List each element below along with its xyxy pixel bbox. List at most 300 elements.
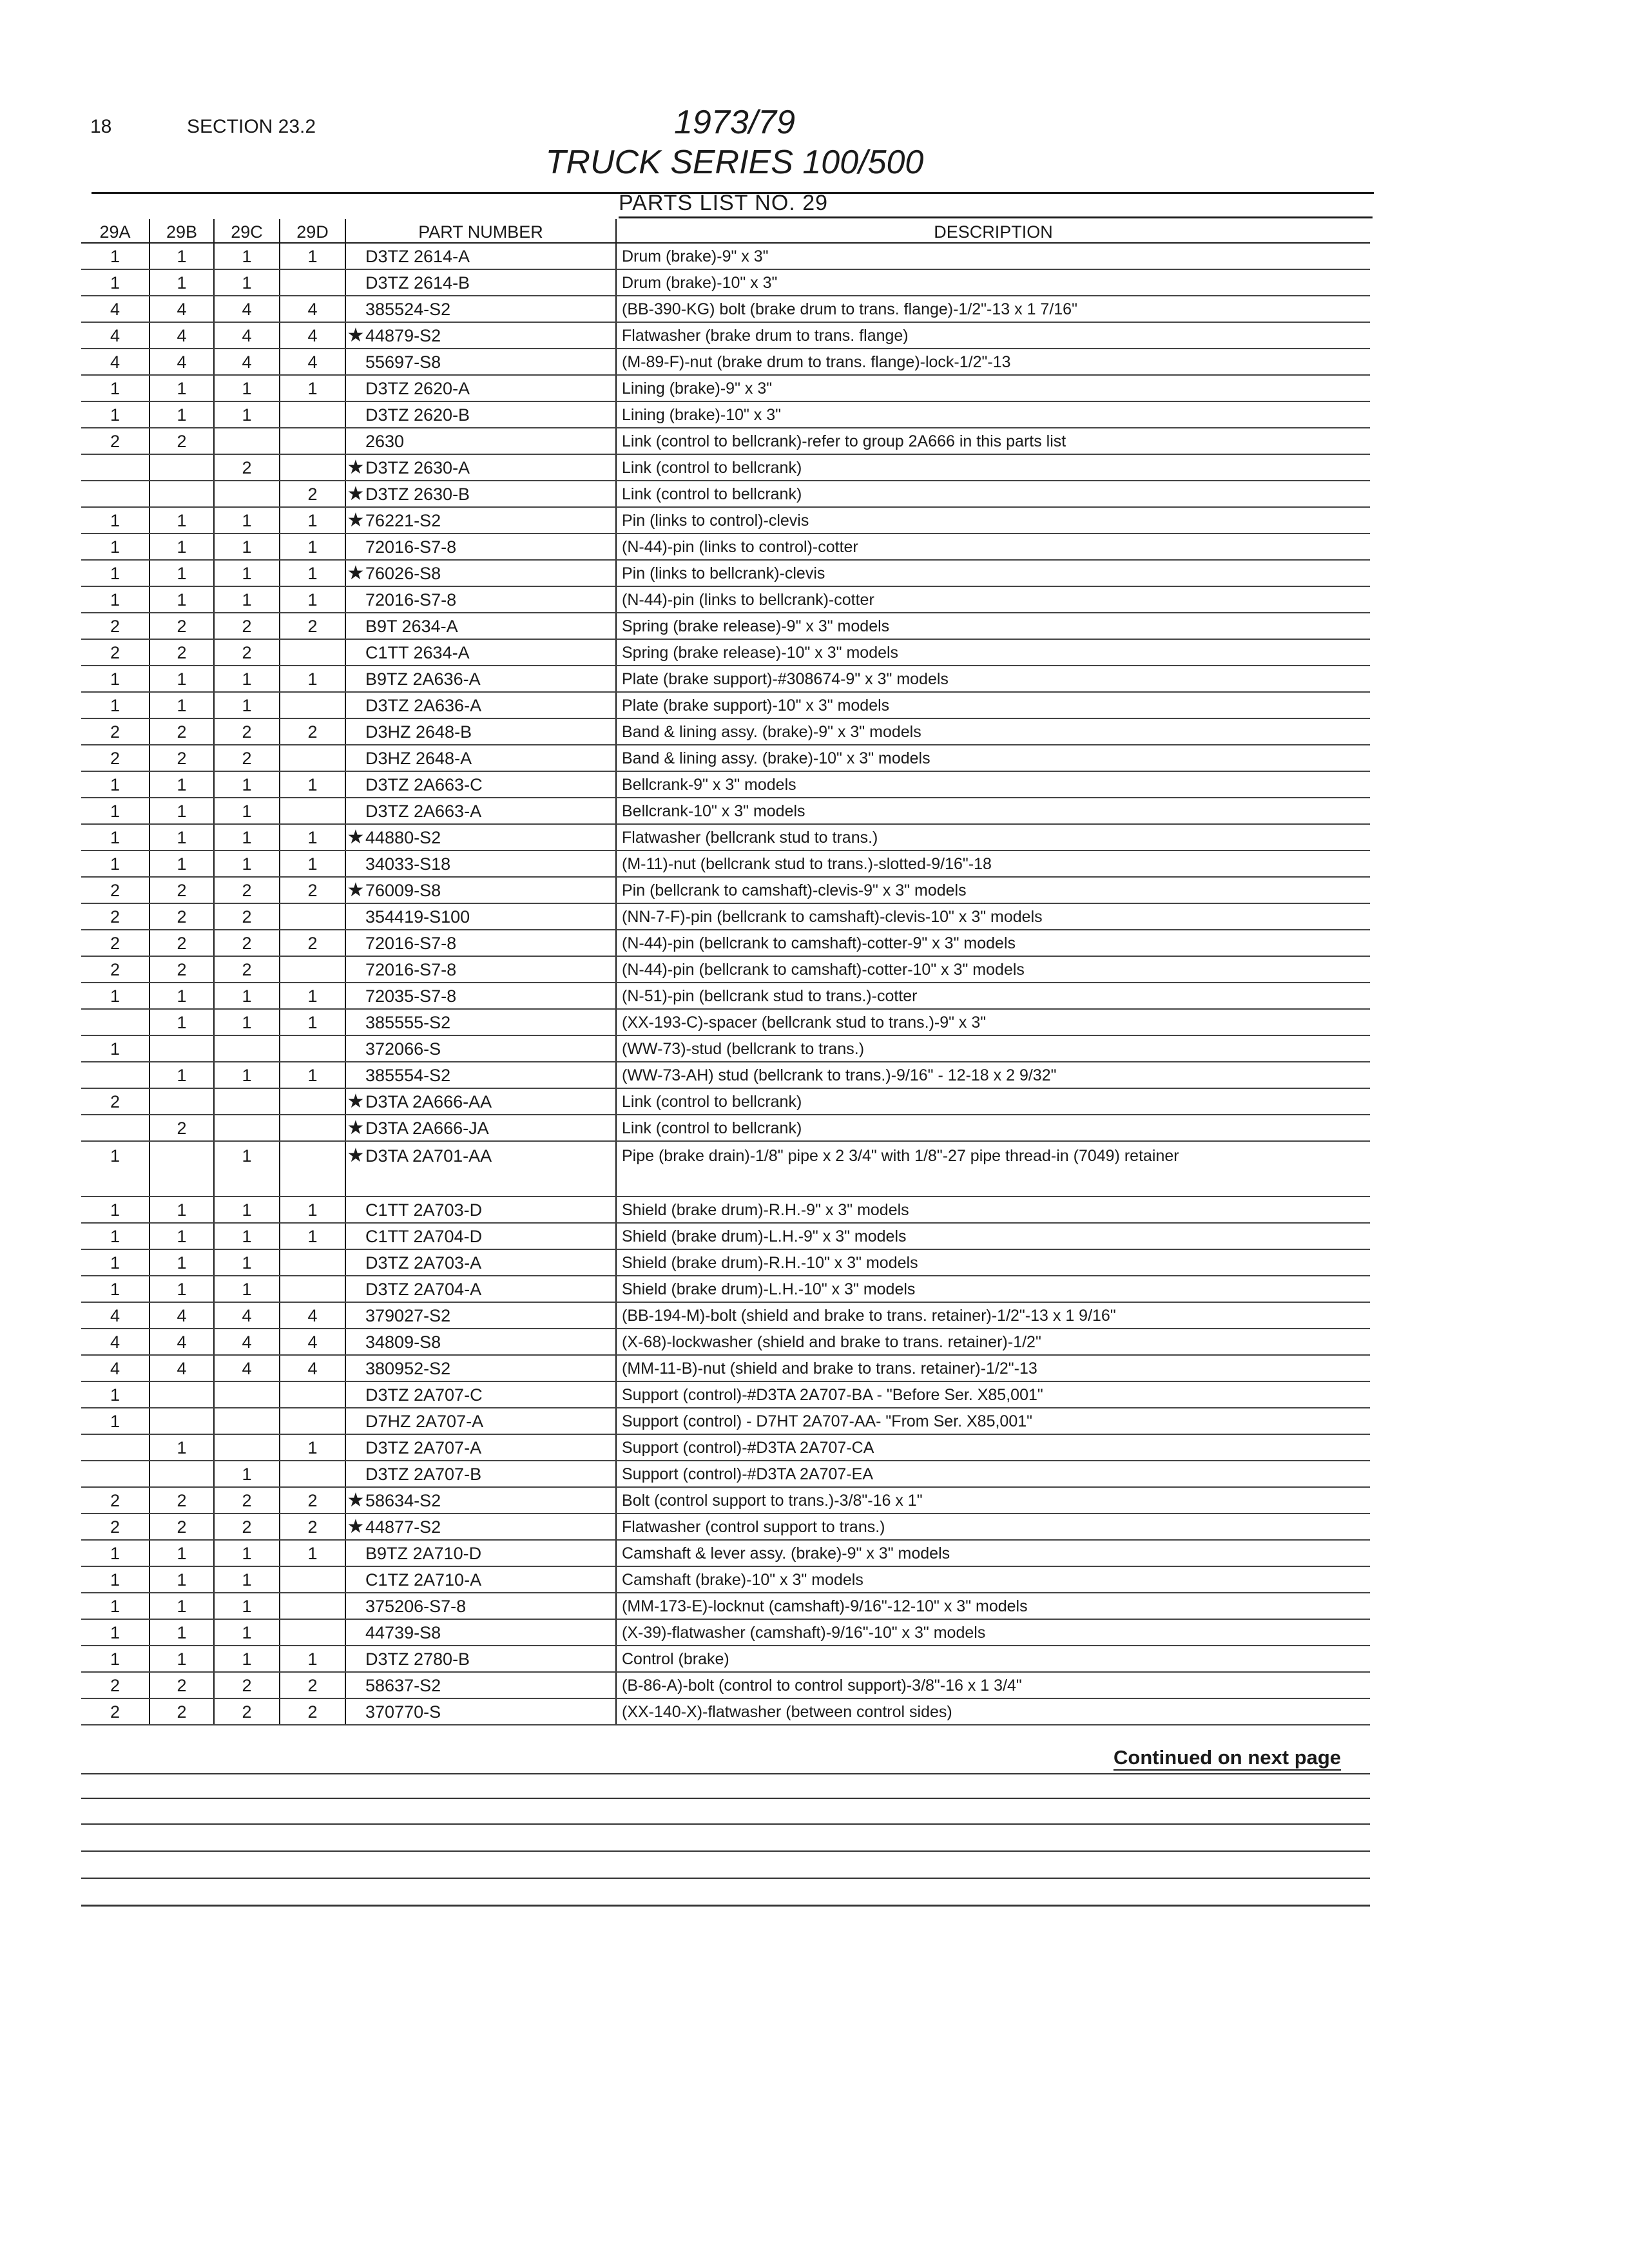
column-header-description: DESCRIPTION	[616, 219, 1370, 243]
quantity-29b-cell: 4	[149, 296, 214, 322]
star-icon: ★	[347, 456, 365, 478]
part-number-cell	[345, 745, 616, 771]
quantity-29c-cell: 4	[214, 1302, 280, 1329]
quantity-29b-cell: 1	[149, 401, 214, 428]
column-header-29c: 29C	[214, 219, 280, 243]
table-row	[81, 1381, 1370, 1408]
part-number-text: 385554-S2	[365, 1065, 451, 1085]
star-icon: ★	[347, 562, 365, 584]
quantity-29b-cell: 1	[149, 824, 214, 850]
quantity-29a-cell: 1	[81, 1381, 149, 1408]
description-cell: Support (control)-#D3TA 2A707-EA	[616, 1461, 1370, 1487]
quantity-29b-cell: 1	[149, 850, 214, 877]
part-number-text: 354419-S100	[365, 907, 470, 927]
table-row	[81, 1276, 1370, 1302]
part-number-text: D3TZ 2620-B	[365, 405, 470, 425]
quantity-29b-cell: 1	[149, 1249, 214, 1276]
part-number-cell	[345, 586, 616, 613]
description-cell: Shield (brake drum)-R.H.-9" x 3" models	[616, 1196, 1370, 1223]
description-cell: Link (control to bellcrank)	[616, 1088, 1370, 1115]
table-row	[81, 666, 1370, 692]
description-cell: (X-39)-flatwasher (camshaft)-9/16"-10" x 3" models	[616, 1619, 1370, 1646]
quantity-29c-cell: 1	[214, 1593, 280, 1619]
description-cell: (N-44)-pin (links to bellcrank)-cotter	[616, 586, 1370, 613]
part-number-text: B9TZ 2A710-D	[365, 1543, 482, 1563]
quantity-29a-cell: 2	[81, 930, 149, 956]
part-number-cell	[345, 1461, 616, 1487]
description-cell: (WW-73)-stud (bellcrank to trans.)	[616, 1035, 1370, 1062]
table-row	[81, 1461, 1370, 1487]
quantity-29b-cell	[149, 1088, 214, 1115]
description-cell: (M-11)-nut (bellcrank stud to trans.)-slotted-9/16"-18	[616, 850, 1370, 877]
star-icon: ★	[347, 826, 365, 848]
quantity-29c-cell: 4	[214, 1329, 280, 1355]
quantity-29b-cell: 2	[149, 1698, 214, 1725]
quantity-29c-cell: 4	[214, 349, 280, 375]
part-number-cell	[345, 1408, 616, 1434]
quantity-29a-cell: 1	[81, 1276, 149, 1302]
quantity-29a-cell: 4	[81, 349, 149, 375]
part-number-text: D3TZ 2A707-C	[365, 1385, 483, 1405]
quantity-29c-cell: 1	[214, 771, 280, 798]
description-cell: Shield (brake drum)-L.H.-9" x 3" models	[616, 1223, 1370, 1249]
quantity-29b-cell: 4	[149, 1302, 214, 1329]
description-cell: (N-44)-pin (bellcrank to camshaft)-cotter-10" x 3" models	[616, 956, 1370, 983]
quantity-29c-cell: 2	[214, 1672, 280, 1698]
part-number-cell	[345, 930, 616, 956]
continued-note: Continued on next page	[1113, 1746, 1341, 1771]
table-row	[81, 613, 1370, 639]
quantity-29a-cell: 1	[81, 1540, 149, 1566]
quantity-29b-cell: 2	[149, 956, 214, 983]
quantity-29a-cell	[81, 481, 149, 507]
quantity-29c-cell: 2	[214, 930, 280, 956]
quantity-29d-cell: 2	[280, 1698, 345, 1725]
column-header-29b: 29B	[149, 219, 214, 243]
quantity-29a-cell	[81, 1009, 149, 1035]
part-number-text: 385524-S2	[365, 299, 451, 319]
quantity-29b-cell	[149, 481, 214, 507]
part-number-cell	[345, 533, 616, 560]
description-cell: Spring (brake release)-10" x 3" models	[616, 639, 1370, 666]
quantity-29c-cell: 1	[214, 1141, 280, 1196]
part-number-text: D3TZ 2A663-A	[365, 801, 482, 821]
description-cell: (XX-193-C)-spacer (bellcrank stud to trans.)-9" x 3"	[616, 1009, 1370, 1035]
table-row	[81, 533, 1370, 560]
table-row	[81, 771, 1370, 798]
footer-line	[81, 1878, 1370, 1879]
quantity-29c-cell: 2	[214, 613, 280, 639]
footer-line	[81, 1798, 1370, 1799]
quantity-29b-cell: 1	[149, 560, 214, 586]
quantity-29a-cell: 1	[81, 692, 149, 718]
quantity-29c-cell: 2	[214, 956, 280, 983]
part-number-cell	[345, 1381, 616, 1408]
quantity-29b-cell	[149, 1035, 214, 1062]
part-number-text: 375206-S7-8	[365, 1596, 467, 1616]
description-cell: (NN-7-F)-pin (bellcrank to camshaft)-clevis-10" x 3" models	[616, 903, 1370, 930]
quantity-29d-cell	[280, 1381, 345, 1408]
part-number-text: D3TA 2A666-AA	[365, 1091, 492, 1111]
part-number-text: D3TZ 2614-A	[365, 246, 470, 266]
part-number-text: 72016-S7-8	[365, 590, 457, 610]
quantity-29b-cell: 1	[149, 1646, 214, 1672]
quantity-29b-cell: 4	[149, 1355, 214, 1381]
part-number-text: 370770-S	[365, 1702, 441, 1722]
quantity-29b-cell: 1	[149, 692, 214, 718]
quantity-29d-cell: 1	[280, 824, 345, 850]
quantity-29d-cell: 2	[280, 481, 345, 507]
quantity-29a-cell: 4	[81, 1302, 149, 1329]
quantity-29a-cell	[81, 454, 149, 481]
part-number-cell	[345, 1115, 616, 1141]
quantity-29a-cell: 1	[81, 1141, 149, 1196]
table-row	[81, 1434, 1370, 1461]
part-number-cell	[345, 903, 616, 930]
quantity-29a-cell: 1	[81, 1593, 149, 1619]
quantity-29a-cell: 2	[81, 428, 149, 454]
part-number-cell	[345, 1141, 616, 1196]
quantity-29a-cell	[81, 1115, 149, 1141]
table-row	[81, 586, 1370, 613]
quantity-29c-cell: 1	[214, 243, 280, 269]
part-number-text: D3HZ 2648-A	[365, 748, 472, 768]
part-number-cell	[345, 1196, 616, 1223]
quantity-29d-cell: 2	[280, 930, 345, 956]
part-number-cell	[345, 1223, 616, 1249]
description-cell: Pin (links to bellcrank)-clevis	[616, 560, 1370, 586]
quantity-29a-cell: 4	[81, 296, 149, 322]
table-row	[81, 1223, 1370, 1249]
part-number-cell	[345, 1009, 616, 1035]
quantity-29c-cell: 4	[214, 296, 280, 322]
part-number-text: D3TZ 2630-B	[365, 484, 470, 504]
part-number-text: 72016-S7-8	[365, 959, 457, 979]
part-number-cell	[345, 1035, 616, 1062]
table-row	[81, 903, 1370, 930]
document-title-years: 1973/79	[674, 104, 795, 141]
description-cell: Band & lining assy. (brake)-10" x 3" models	[616, 745, 1370, 771]
star-icon: ★	[347, 324, 365, 346]
description-cell: Support (control)-#D3TA 2A707-CA	[616, 1434, 1370, 1461]
table-row	[81, 639, 1370, 666]
quantity-29b-cell: 2	[149, 745, 214, 771]
table-row	[81, 1593, 1370, 1619]
part-number-cell	[345, 1566, 616, 1593]
quantity-29b-cell: 1	[149, 983, 214, 1009]
quantity-29c-cell: 2	[214, 745, 280, 771]
quantity-29a-cell: 2	[81, 718, 149, 745]
quantity-29a-cell: 4	[81, 1329, 149, 1355]
part-number-text: B9T 2634-A	[365, 616, 458, 636]
quantity-29b-cell: 1	[149, 1593, 214, 1619]
column-header-part-number: PART NUMBER	[345, 219, 616, 243]
quantity-29b-cell: 2	[149, 1487, 214, 1514]
description-cell: Flatwasher (brake drum to trans. flange)	[616, 322, 1370, 349]
part-number-cell	[345, 1540, 616, 1566]
part-number-cell	[345, 771, 616, 798]
quantity-29b-cell: 1	[149, 1276, 214, 1302]
part-number-cell	[345, 1646, 616, 1672]
table-row	[81, 1302, 1370, 1329]
quantity-29a-cell: 1	[81, 533, 149, 560]
quantity-29c-cell: 2	[214, 454, 280, 481]
quantity-29c-cell: 1	[214, 1619, 280, 1646]
quantity-29d-cell: 4	[280, 1355, 345, 1381]
description-cell: Bolt (control support to trans.)-3/8"-16 x 1"	[616, 1487, 1370, 1514]
quantity-29a-cell: 1	[81, 1249, 149, 1276]
quantity-29d-cell	[280, 1593, 345, 1619]
part-number-text: C1TT 2A704-D	[365, 1226, 483, 1246]
description-cell: (M-89-F)-nut (brake drum to trans. flange)-lock-1/2"-13	[616, 349, 1370, 375]
quantity-29c-cell: 1	[214, 824, 280, 850]
quantity-29b-cell: 1	[149, 1566, 214, 1593]
part-number-cell	[345, 1434, 616, 1461]
quantity-29d-cell	[280, 1566, 345, 1593]
quantity-29b-cell: 2	[149, 1514, 214, 1540]
quantity-29d-cell	[280, 1141, 345, 1196]
quantity-29d-cell: 1	[280, 1646, 345, 1672]
part-number-text: D3TA 2A701-AA	[365, 1146, 492, 1166]
quantity-29c-cell	[214, 1434, 280, 1461]
table-row	[81, 481, 1370, 507]
quantity-29a-cell	[81, 1062, 149, 1088]
quantity-29b-cell: 2	[149, 639, 214, 666]
quantity-29a-cell: 1	[81, 1566, 149, 1593]
table-row	[81, 1619, 1370, 1646]
quantity-29c-cell	[214, 1381, 280, 1408]
quantity-29a-cell: 4	[81, 1355, 149, 1381]
part-number-text: B9TZ 2A636-A	[365, 669, 481, 689]
part-number-cell	[345, 1062, 616, 1088]
part-number-text: 58634-S2	[365, 1490, 441, 1510]
quantity-29a-cell: 1	[81, 269, 149, 296]
table-row	[81, 1514, 1370, 1540]
part-number-cell	[345, 956, 616, 983]
table-row	[81, 850, 1370, 877]
part-number-text: 44879-S2	[365, 325, 441, 345]
quantity-29d-cell: 1	[280, 243, 345, 269]
part-number-text: 34809-S8	[365, 1332, 441, 1352]
table-row	[81, 375, 1370, 401]
star-icon: ★	[347, 483, 365, 505]
part-number-cell	[345, 983, 616, 1009]
part-number-cell	[345, 1593, 616, 1619]
description-cell: (N-44)-pin (bellcrank to camshaft)-cotter-9" x 3" models	[616, 930, 1370, 956]
parts-list-title: PARTS LIST NO. 29	[619, 191, 829, 215]
quantity-29d-cell: 2	[280, 1672, 345, 1698]
part-number-cell	[345, 560, 616, 586]
part-number-cell	[345, 269, 616, 296]
description-cell: Drum (brake)-9" x 3"	[616, 243, 1370, 269]
description-cell: Shield (brake drum)-L.H.-10" x 3" models	[616, 1276, 1370, 1302]
part-number-text: 34033-S18	[365, 854, 451, 874]
quantity-29a-cell: 1	[81, 586, 149, 613]
quantity-29b-cell: 1	[149, 666, 214, 692]
quantity-29b-cell: 1	[149, 1619, 214, 1646]
quantity-29d-cell	[280, 428, 345, 454]
part-number-text: D3TZ 2A704-A	[365, 1279, 482, 1299]
quantity-29b-cell: 1	[149, 507, 214, 533]
quantity-29d-cell	[280, 1088, 345, 1115]
table-row	[81, 692, 1370, 718]
star-icon: ★	[347, 1090, 365, 1112]
table-row	[81, 322, 1370, 349]
quantity-29b-cell: 2	[149, 1672, 214, 1698]
quantity-29b-cell	[149, 1408, 214, 1434]
quantity-29c-cell: 4	[214, 1355, 280, 1381]
quantity-29b-cell: 4	[149, 349, 214, 375]
description-cell: Shield (brake drum)-R.H.-10" x 3" models	[616, 1249, 1370, 1276]
part-number-cell	[345, 1249, 616, 1276]
part-number-cell	[345, 613, 616, 639]
quantity-29d-cell	[280, 1619, 345, 1646]
part-number-cell	[345, 1276, 616, 1302]
part-number-text: C1TZ 2A710-A	[365, 1570, 482, 1590]
description-cell: Pin (bellcrank to camshaft)-clevis-9" x 3" models	[616, 877, 1370, 903]
part-number-text: 44877-S2	[365, 1517, 441, 1537]
quantity-29c-cell: 1	[214, 1009, 280, 1035]
part-number-text: D3TZ 2614-B	[365, 273, 470, 293]
description-cell: (B-86-A)-bolt (control to control support)-3/8"-16 x 1 3/4"	[616, 1672, 1370, 1698]
quantity-29d-cell	[280, 639, 345, 666]
quantity-29a-cell: 2	[81, 613, 149, 639]
quantity-29c-cell: 1	[214, 666, 280, 692]
description-cell: Link (control to bellcrank)	[616, 454, 1370, 481]
quantity-29a-cell	[81, 1434, 149, 1461]
quantity-29c-cell: 1	[214, 1646, 280, 1672]
part-number-cell	[345, 692, 616, 718]
table-row	[81, 243, 1370, 269]
table-row	[81, 1408, 1370, 1434]
table-row	[81, 1035, 1370, 1062]
description-cell: Camshaft (brake)-10" x 3" models	[616, 1566, 1370, 1593]
table-row	[81, 1115, 1370, 1141]
quantity-29b-cell: 1	[149, 375, 214, 401]
description-cell: Flatwasher (control support to trans.)	[616, 1514, 1370, 1540]
part-number-cell	[345, 1088, 616, 1115]
table-row	[81, 930, 1370, 956]
quantity-29a-cell: 1	[81, 1619, 149, 1646]
quantity-29c-cell: 2	[214, 903, 280, 930]
quantity-29b-cell: 1	[149, 269, 214, 296]
quantity-29d-cell: 2	[280, 1514, 345, 1540]
quantity-29b-cell: 2	[149, 613, 214, 639]
quantity-29a-cell: 2	[81, 903, 149, 930]
quantity-29a-cell: 1	[81, 1223, 149, 1249]
part-number-text: D3TZ 2620-A	[365, 378, 470, 398]
part-number-cell	[345, 1672, 616, 1698]
quantity-29c-cell: 1	[214, 1461, 280, 1487]
quantity-29d-cell: 2	[280, 877, 345, 903]
quantity-29d-cell	[280, 454, 345, 481]
quantity-29a-cell: 2	[81, 1088, 149, 1115]
description-cell: (X-68)-lockwasher (shield and brake to trans. retainer)-1/2"	[616, 1329, 1370, 1355]
quantity-29c-cell: 1	[214, 507, 280, 533]
part-number-text: 372066-S	[365, 1039, 441, 1059]
description-cell: (XX-140-X)-flatwasher (between control sides)	[616, 1698, 1370, 1725]
part-number-text: 44880-S2	[365, 827, 441, 847]
table-row	[81, 983, 1370, 1009]
part-number-text: D3TZ 2780-B	[365, 1649, 470, 1669]
description-cell: Drum (brake)-10" x 3"	[616, 269, 1370, 296]
quantity-29c-cell: 1	[214, 1196, 280, 1223]
description-cell: Control (brake)	[616, 1646, 1370, 1672]
part-number-text: 379027-S2	[365, 1305, 451, 1325]
section-label: SECTION 23.2	[187, 116, 316, 137]
quantity-29d-cell	[280, 1035, 345, 1062]
part-number-cell	[345, 639, 616, 666]
quantity-29b-cell: 1	[149, 1223, 214, 1249]
quantity-29b-cell: 2	[149, 877, 214, 903]
part-number-text: 76009-S8	[365, 880, 441, 900]
quantity-29d-cell: 1	[280, 771, 345, 798]
quantity-29d-cell: 2	[280, 718, 345, 745]
description-cell: Bellcrank-10" x 3" models	[616, 798, 1370, 824]
quantity-29a-cell: 1	[81, 1408, 149, 1434]
quantity-29b-cell: 1	[149, 1196, 214, 1223]
parts-table	[81, 219, 1370, 1725]
part-number-text: D3TZ 2A703-A	[365, 1253, 482, 1273]
quantity-29d-cell: 4	[280, 1329, 345, 1355]
table-row	[81, 1566, 1370, 1593]
quantity-29c-cell: 1	[214, 375, 280, 401]
quantity-29b-cell: 1	[149, 533, 214, 560]
part-number-cell	[345, 798, 616, 824]
description-cell: (BB-390-KG) bolt (brake drum to trans. flange)-1/2"-13 x 1 7/16"	[616, 296, 1370, 322]
table-row	[81, 1355, 1370, 1381]
star-icon: ★	[347, 1117, 365, 1139]
quantity-29b-cell: 2	[149, 428, 214, 454]
quantity-29a-cell: 1	[81, 771, 149, 798]
description-cell: Pin (links to control)-clevis	[616, 507, 1370, 533]
column-header-29a: 29A	[81, 219, 149, 243]
table-row	[81, 798, 1370, 824]
document-title-series: TRUCK SERIES 100/500	[545, 144, 924, 181]
quantity-29c-cell: 1	[214, 533, 280, 560]
part-number-cell	[345, 454, 616, 481]
part-number-cell	[345, 1698, 616, 1725]
table-row	[81, 269, 1370, 296]
quantity-29d-cell	[280, 1249, 345, 1276]
parts-list-underline	[619, 216, 1373, 218]
quantity-29a-cell: 1	[81, 1035, 149, 1062]
quantity-29a-cell: 1	[81, 983, 149, 1009]
quantity-29a-cell: 1	[81, 666, 149, 692]
part-number-text: D3TZ 2A707-A	[365, 1437, 482, 1457]
quantity-29c-cell	[214, 1035, 280, 1062]
table-row	[81, 560, 1370, 586]
part-number-cell	[345, 507, 616, 533]
quantity-29a-cell: 1	[81, 243, 149, 269]
quantity-29c-cell: 2	[214, 718, 280, 745]
quantity-29b-cell: 2	[149, 903, 214, 930]
quantity-29c-cell: 1	[214, 586, 280, 613]
table-row	[81, 1487, 1370, 1514]
table-row	[81, 1062, 1370, 1088]
description-cell: Lining (brake)-10" x 3"	[616, 401, 1370, 428]
part-number-text: D3HZ 2648-B	[365, 722, 472, 742]
parts-table-body	[81, 243, 1370, 1725]
description-cell: Lining (brake)-9" x 3"	[616, 375, 1370, 401]
quantity-29d-cell: 2	[280, 1487, 345, 1514]
quantity-29c-cell: 1	[214, 269, 280, 296]
part-number-cell	[345, 481, 616, 507]
quantity-29c-cell: 1	[214, 401, 280, 428]
quantity-29c-cell: 1	[214, 850, 280, 877]
quantity-29c-cell: 1	[214, 983, 280, 1009]
quantity-29b-cell: 4	[149, 322, 214, 349]
